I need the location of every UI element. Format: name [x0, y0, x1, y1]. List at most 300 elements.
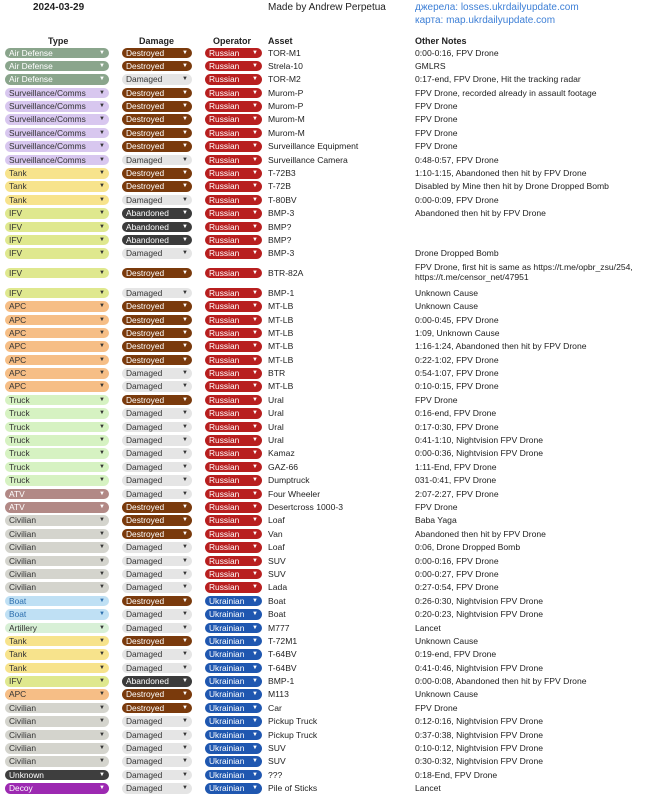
damage-dropdown[interactable] — [122, 61, 192, 72]
operator-dropdown[interactable] — [205, 128, 262, 139]
notes-cell[interactable]: FPV Drone — [415, 127, 458, 138]
notes-cell[interactable]: 0:48-0:57, FPV Drone — [415, 154, 499, 165]
notes-cell[interactable]: 0:26-0:30, Nightvision FPV Drone — [415, 595, 544, 606]
operator-dropdown[interactable] — [205, 515, 262, 526]
notes-cell[interactable]: 0:54-1:07, FPV Drone — [415, 368, 499, 379]
asset-cell[interactable]: Murom-P — [268, 101, 304, 112]
chevron-down-icon: ▼ — [252, 49, 258, 56]
notes-cell[interactable]: 0:00-0:45, FPV Drone — [415, 314, 499, 325]
asset-cell[interactable]: SUV — [268, 743, 286, 754]
type-dropdown[interactable] — [5, 181, 109, 192]
damage-dropdown[interactable] — [122, 623, 192, 634]
type-dropdown[interactable] — [5, 341, 109, 352]
damage-dropdown[interactable] — [122, 195, 192, 206]
damage-dropdown[interactable] — [122, 114, 192, 125]
notes-cell[interactable]: 0:00-0:36, Nightvision FPV Drone — [415, 448, 544, 459]
asset-cell[interactable]: Car — [268, 702, 282, 713]
type-dropdown[interactable] — [5, 663, 109, 674]
type-dropdown[interactable] — [5, 368, 109, 379]
operator-dropdown[interactable] — [205, 582, 262, 593]
chevron-down-icon: ▼ — [252, 103, 258, 110]
damage-dropdown[interactable] — [122, 301, 192, 312]
damage-dropdown[interactable] — [122, 368, 192, 379]
type-dropdown[interactable] — [5, 569, 109, 580]
operator-dropdown[interactable] — [205, 435, 262, 446]
asset-cell[interactable]: BMP-3 — [268, 208, 295, 219]
asset-cell[interactable]: Surveillance Camera — [268, 154, 348, 165]
notes-cell[interactable]: FPV Drone, first hit is same as https://t.me/opbr_zsu/254, https://t.me/censor_net/47951 — [415, 261, 633, 283]
operator-dropdown[interactable] — [205, 623, 262, 634]
operator-dropdown[interactable] — [205, 489, 262, 500]
asset-cell[interactable]: M777 — [268, 622, 290, 633]
column-header-type[interactable]: Type — [48, 36, 69, 46]
notes-cell[interactable]: 0:18-End, FPV Drone — [415, 769, 498, 780]
damage-dropdown[interactable] — [122, 515, 192, 526]
asset-cell[interactable]: MT-LB — [268, 327, 294, 338]
operator-dropdown[interactable] — [205, 288, 262, 299]
damage-dropdown[interactable] — [122, 288, 192, 299]
type-dropdown[interactable] — [5, 542, 109, 553]
type-dropdown[interactable] — [5, 623, 109, 634]
notes-cell[interactable]: 0:12-0:16, Nightvision FPV Drone — [415, 716, 544, 727]
asset-cell[interactable]: Kamaz — [268, 448, 295, 459]
operator-dropdown[interactable] — [205, 422, 262, 433]
type-dropdown[interactable] — [5, 195, 109, 206]
damage-dropdown[interactable] — [122, 609, 192, 620]
operator-dropdown[interactable] — [205, 368, 262, 379]
operator-dropdown-label: Russian — [209, 542, 240, 553]
operator-dropdown[interactable] — [205, 235, 262, 246]
chevron-down-icon: ▼ — [252, 303, 258, 310]
operator-dropdown[interactable] — [205, 609, 262, 620]
operator-dropdown[interactable] — [205, 315, 262, 326]
type-dropdown[interactable] — [5, 489, 109, 500]
operator-dropdown[interactable] — [205, 341, 262, 352]
asset-cell[interactable]: T-80BV — [268, 194, 297, 205]
notes-cell[interactable]: 0:17-end, FPV Drone, Hit the tracking radar — [415, 74, 581, 85]
damage-dropdown[interactable] — [122, 395, 192, 406]
asset-cell[interactable]: Pile of Sticks — [268, 783, 318, 794]
operator-dropdown[interactable] — [205, 141, 262, 152]
type-dropdown[interactable] — [5, 301, 109, 312]
column-header-operator[interactable]: Operator — [213, 36, 252, 46]
asset-cell[interactable]: BMP-1 — [268, 676, 295, 687]
notes-cell[interactable]: 0:41-1:10, Nightvision FPV Drone — [415, 435, 544, 446]
operator-dropdown[interactable] — [205, 408, 262, 419]
damage-dropdown[interactable] — [122, 408, 192, 419]
asset-cell[interactable]: Surveillance Equipment — [268, 141, 359, 152]
type-dropdown[interactable] — [5, 582, 109, 593]
damage-dropdown[interactable] — [122, 128, 192, 139]
asset-cell[interactable]: BMP? — [268, 234, 292, 245]
damage-dropdown[interactable] — [122, 743, 192, 754]
operator-dropdown[interactable] — [205, 529, 262, 540]
asset-cell[interactable]: TOR-M1 — [268, 47, 301, 58]
asset-cell[interactable]: M113 — [268, 689, 289, 700]
type-dropdown[interactable] — [5, 435, 109, 446]
damage-dropdown[interactable] — [122, 155, 192, 166]
damage-dropdown[interactable] — [122, 689, 192, 700]
notes-cell[interactable]: Drone Dropped Bomb — [415, 248, 499, 259]
damage-dropdown[interactable] — [122, 141, 192, 152]
operator-dropdown[interactable] — [205, 395, 262, 406]
notes-cell[interactable]: 0:16-end, FPV Drone — [415, 408, 497, 419]
asset-cell[interactable]: T-64BV — [268, 662, 297, 673]
chevron-down-icon: ▼ — [182, 170, 188, 177]
notes-cell[interactable]: Disabled by Mine then hit by Drone Dropped Bomb — [415, 181, 609, 192]
operator-dropdown[interactable] — [205, 569, 262, 580]
damage-dropdown-label: Damaged — [126, 381, 163, 392]
damage-dropdown[interactable] — [122, 502, 192, 513]
damage-dropdown[interactable] — [122, 556, 192, 567]
type-dropdown[interactable] — [5, 315, 109, 326]
asset-cell[interactable]: Murom-M — [268, 114, 305, 125]
damage-dropdown[interactable] — [122, 730, 192, 741]
operator-dropdown-label: Ukrainian — [209, 716, 245, 727]
column-header-damage[interactable]: Damage — [139, 36, 175, 46]
damage-dropdown[interactable] — [122, 716, 192, 727]
operator-dropdown[interactable] — [205, 542, 262, 553]
asset-cell[interactable]: SUV — [268, 568, 286, 579]
type-dropdown[interactable] — [5, 783, 109, 794]
operator-dropdown[interactable] — [205, 703, 262, 714]
notes-cell[interactable]: FPV Drone — [415, 502, 458, 512]
operator-dropdown[interactable] — [205, 448, 262, 459]
notes-cell[interactable]: 0:27-0:54, FPV Drone — [415, 582, 499, 593]
notes-cell[interactable]: 0:10-0:12, Nightvision FPV Drone — [415, 743, 544, 754]
damage-dropdown[interactable] — [122, 676, 192, 687]
type-dropdown[interactable] — [5, 128, 109, 139]
notes-cell[interactable]: 0:19-end, FPV Drone — [415, 649, 497, 660]
operator-dropdown[interactable] — [205, 743, 262, 754]
operator-dropdown[interactable] — [205, 168, 262, 179]
notes-cell[interactable]: 0:00-0:16, FPV Drone — [415, 555, 499, 566]
asset-cell[interactable]: BTR-82A — [268, 267, 304, 278]
asset-cell[interactable]: BMP-3 — [268, 248, 295, 259]
operator-dropdown[interactable] — [205, 301, 262, 312]
type-dropdown[interactable] — [5, 515, 109, 526]
asset-cell[interactable]: Ural — [268, 408, 284, 419]
damage-dropdown[interactable] — [122, 435, 192, 446]
type-dropdown[interactable] — [5, 556, 109, 567]
damage-dropdown[interactable] — [122, 235, 192, 246]
type-dropdown[interactable] — [5, 168, 109, 179]
notes-cell[interactable]: Unknown Cause — [415, 689, 479, 700]
operator-dropdown[interactable] — [205, 74, 262, 85]
damage-dropdown[interactable] — [122, 462, 192, 473]
notes-cell[interactable]: FPV Drone — [415, 114, 458, 125]
notes-cell[interactable]: 0:06, Drone Dropped Bomb — [415, 542, 521, 553]
asset-cell[interactable]: Strela-10 — [268, 60, 303, 71]
damage-dropdown[interactable] — [122, 181, 192, 192]
asset-cell[interactable]: MT-LB — [268, 314, 294, 325]
notes-cell[interactable]: 0:20-0:23, Nightvision FPV Drone — [415, 609, 544, 620]
type-dropdown[interactable] — [5, 743, 109, 754]
damage-dropdown[interactable] — [122, 328, 192, 339]
damage-dropdown[interactable] — [122, 596, 192, 607]
type-dropdown[interactable] — [5, 462, 109, 473]
asset-cell[interactable]: Pickup Truck — [268, 729, 318, 740]
operator-dropdown[interactable] — [205, 48, 262, 59]
damage-dropdown[interactable] — [122, 222, 192, 233]
damage-dropdown[interactable] — [122, 101, 192, 112]
damage-dropdown[interactable] — [122, 569, 192, 580]
type-dropdown[interactable] — [5, 268, 109, 279]
operator-dropdown[interactable] — [205, 88, 262, 99]
asset-cell[interactable]: Boat — [268, 595, 286, 606]
notes-cell[interactable]: 0:00-0:16, FPV Drone — [415, 47, 499, 58]
asset-cell[interactable]: Pickup Truck — [268, 716, 318, 727]
chevron-down-icon: ▼ — [252, 250, 258, 257]
notes-cell[interactable]: Unknown Cause — [415, 301, 479, 312]
damage-dropdown[interactable] — [122, 529, 192, 540]
asset-cell[interactable]: MT-LB — [268, 381, 294, 392]
type-dropdown[interactable] — [5, 155, 109, 166]
damage-dropdown[interactable] — [122, 208, 192, 219]
type-dropdown[interactable] — [5, 703, 109, 714]
asset-cell[interactable]: Ural — [268, 435, 284, 446]
notes-cell[interactable]: FPV Drone — [415, 141, 458, 152]
type-dropdown[interactable] — [5, 328, 109, 339]
asset-cell[interactable]: Murom-P — [268, 87, 304, 98]
asset-cell[interactable]: Murom-M — [268, 127, 305, 138]
notes-cell[interactable]: 0:00-0:08, Abandoned then hit by FPV Drone — [415, 676, 587, 687]
asset-cell[interactable]: BMP-1 — [268, 287, 295, 298]
operator-dropdown[interactable] — [205, 676, 262, 687]
asset-cell[interactable]: TOR-M2 — [268, 74, 301, 85]
operator-dropdown[interactable] — [205, 61, 262, 72]
notes-cell[interactable]: Unknown Cause — [415, 635, 479, 646]
type-dropdown[interactable] — [5, 222, 109, 233]
damage-dropdown[interactable] — [122, 268, 192, 279]
chevron-down-icon: ▼ — [182, 450, 188, 457]
type-dropdown[interactable] — [5, 61, 109, 72]
operator-dropdown[interactable] — [205, 248, 262, 259]
notes-cell[interactable]: 0:22-1:02, FPV Drone — [415, 354, 499, 365]
asset-cell[interactable]: Boat — [268, 609, 286, 620]
damage-dropdown[interactable] — [122, 248, 192, 259]
notes-cell[interactable]: 1:11-End, FPV Drone — [415, 461, 497, 472]
asset-cell[interactable]: T-64BV — [268, 649, 297, 660]
notes-cell[interactable]: 0:30-0:32, Nightvision FPV Drone — [415, 756, 544, 767]
notes-cell[interactable]: FPV Drone — [415, 702, 458, 713]
type-dropdown[interactable] — [5, 48, 109, 59]
operator-dropdown[interactable] — [205, 783, 262, 794]
notes-cell[interactable]: Abandoned then hit by FPV Drone — [415, 528, 546, 539]
asset-cell[interactable]: MT-LB — [268, 301, 294, 312]
damage-dropdown[interactable] — [122, 381, 192, 392]
asset-cell[interactable]: SUV — [268, 756, 286, 767]
asset-cell[interactable]: BTR — [268, 368, 286, 379]
damage-dropdown[interactable] — [122, 489, 192, 500]
damage-dropdown[interactable] — [122, 770, 192, 781]
type-dropdown[interactable] — [5, 208, 109, 219]
asset-cell[interactable]: Van — [268, 528, 283, 539]
operator-dropdown[interactable] — [205, 596, 262, 607]
type-dropdown[interactable] — [5, 475, 109, 486]
operator-dropdown[interactable] — [205, 208, 262, 219]
chevron-down-icon: ▼ — [182, 570, 188, 577]
type-dropdown[interactable] — [5, 689, 109, 700]
type-dropdown[interactable] — [5, 596, 109, 607]
notes-cell[interactable]: 2:07-2:27, FPV Drone — [415, 488, 499, 499]
type-dropdown[interactable] — [5, 235, 109, 246]
operator-dropdown[interactable] — [205, 663, 262, 674]
notes-cell[interactable]: 031-0:41, FPV Drone — [415, 475, 497, 486]
type-dropdown[interactable] — [5, 636, 109, 647]
type-dropdown[interactable] — [5, 408, 109, 419]
damage-dropdown[interactable] — [122, 168, 192, 179]
operator-dropdown[interactable] — [205, 268, 262, 279]
asset-cell[interactable]: T-72B3 — [268, 168, 296, 179]
type-dropdown[interactable] — [5, 381, 109, 392]
chevron-down-icon: ▼ — [99, 691, 105, 698]
operator-dropdown[interactable] — [205, 181, 262, 192]
damage-dropdown[interactable] — [122, 48, 192, 59]
damage-dropdown[interactable] — [122, 448, 192, 459]
damage-dropdown[interactable] — [122, 649, 192, 660]
operator-dropdown[interactable] — [205, 756, 262, 767]
operator-dropdown[interactable] — [205, 716, 262, 727]
asset-cell[interactable]: Four Wheeler — [268, 488, 321, 499]
damage-dropdown[interactable] — [122, 582, 192, 593]
asset-cell[interactable]: ??? — [268, 769, 283, 780]
notes-cell[interactable]: GMLRS — [415, 60, 446, 71]
type-dropdown[interactable] — [5, 422, 109, 433]
operator-dropdown[interactable] — [205, 502, 262, 513]
table-row — [0, 554, 648, 567]
damage-dropdown[interactable] — [122, 341, 192, 352]
damage-dropdown[interactable] — [122, 422, 192, 433]
notes-cell[interactable]: 0:00-0:09, FPV Drone — [415, 194, 499, 205]
map-link[interactable]: карта: map.ukrdailyupdate.com — [415, 15, 556, 26]
asset-cell[interactable]: T-72B — [268, 181, 291, 192]
damage-dropdown[interactable] — [122, 88, 192, 99]
operator-dropdown[interactable] — [205, 114, 262, 125]
type-dropdown[interactable] — [5, 88, 109, 99]
operator-dropdown[interactable] — [205, 101, 262, 112]
notes-cell[interactable]: Unknown Cause — [415, 287, 479, 298]
damage-dropdown-label: Destroyed — [126, 341, 165, 352]
notes-cell[interactable]: 0:00-0:27, FPV Drone — [415, 568, 499, 579]
type-dropdown[interactable] — [5, 248, 109, 259]
asset-cell[interactable]: GAZ-66 — [268, 461, 299, 472]
type-dropdown[interactable] — [5, 716, 109, 727]
notes-cell[interactable]: 1:16-1:24, Abandoned then hit by FPV Drone — [415, 341, 587, 352]
notes-cell[interactable]: FPV Drone, recorded already in assault footage — [415, 87, 597, 98]
type-dropdown[interactable] — [5, 756, 109, 767]
operator-dropdown[interactable] — [205, 636, 262, 647]
type-dropdown[interactable] — [5, 101, 109, 112]
asset-cell[interactable]: Ural — [268, 421, 284, 432]
type-dropdown[interactable] — [5, 770, 109, 781]
notes-cell[interactable]: Baba Yaga — [415, 515, 457, 526]
damage-dropdown[interactable] — [122, 475, 192, 486]
type-dropdown[interactable] — [5, 649, 109, 660]
operator-dropdown[interactable] — [205, 222, 262, 233]
type-dropdown[interactable] — [5, 141, 109, 152]
damage-dropdown[interactable] — [122, 315, 192, 326]
chevron-down-icon: ▼ — [182, 116, 188, 123]
damage-dropdown[interactable] — [122, 542, 192, 553]
type-dropdown[interactable] — [5, 114, 109, 125]
asset-cell[interactable]: Loaf — [268, 542, 285, 553]
asset-cell[interactable]: T-72M1 — [268, 635, 298, 646]
chevron-down-icon: ▼ — [252, 396, 258, 403]
type-dropdown[interactable] — [5, 355, 109, 366]
asset-cell[interactable]: Lada — [268, 582, 288, 593]
operator-dropdown[interactable] — [205, 475, 262, 486]
asset-cell[interactable]: Desertcross 1000-3 — [268, 502, 343, 512]
operator-dropdown[interactable] — [205, 462, 262, 473]
type-dropdown[interactable] — [5, 502, 109, 513]
damage-dropdown[interactable] — [122, 783, 192, 794]
asset-cell[interactable]: BMP? — [268, 221, 292, 232]
damage-dropdown[interactable] — [122, 756, 192, 767]
operator-dropdown[interactable] — [205, 649, 262, 660]
column-header-notes[interactable]: Other Notes — [415, 36, 467, 46]
chevron-down-icon: ▼ — [182, 89, 188, 96]
table-row — [0, 621, 648, 634]
notes-cell[interactable]: Lancet — [415, 622, 441, 633]
operator-dropdown[interactable] — [205, 355, 262, 366]
notes-cell[interactable]: 0:17-0:30, FPV Drone — [415, 421, 499, 432]
asset-cell[interactable]: Ural — [268, 394, 284, 405]
notes-cell[interactable]: Abandoned then hit by FPV Drone — [415, 208, 546, 219]
notes-cell[interactable]: Lancet — [415, 783, 441, 794]
damage-dropdown[interactable] — [122, 636, 192, 647]
damage-dropdown[interactable] — [122, 355, 192, 366]
notes-cell[interactable]: FPV Drone — [415, 394, 458, 405]
type-dropdown[interactable] — [5, 288, 109, 299]
operator-dropdown[interactable] — [205, 155, 262, 166]
operator-dropdown[interactable] — [205, 195, 262, 206]
asset-cell[interactable]: SUV — [268, 555, 286, 566]
operator-dropdown[interactable] — [205, 381, 262, 392]
type-dropdown[interactable] — [5, 609, 109, 620]
damage-dropdown-label: Destroyed — [126, 47, 165, 58]
operator-dropdown[interactable] — [205, 770, 262, 781]
operator-dropdown-label: Russian — [209, 408, 240, 419]
asset-cell[interactable]: MT-LB — [268, 341, 294, 352]
damage-dropdown[interactable] — [122, 663, 192, 674]
operator-dropdown[interactable] — [205, 328, 262, 339]
operator-dropdown[interactable] — [205, 730, 262, 741]
asset-cell[interactable]: Loaf — [268, 515, 285, 526]
type-dropdown[interactable] — [5, 395, 109, 406]
damage-dropdown[interactable] — [122, 703, 192, 714]
notes-cell[interactable]: 0:37-0:38, Nightvision FPV Drone — [415, 729, 544, 740]
sources-link[interactable]: джерела: losses.ukrdailyupdate.com — [415, 2, 579, 13]
notes-cell[interactable]: FPV Drone — [415, 101, 458, 112]
notes-cell[interactable]: 0:10-0:15, FPV Drone — [415, 381, 499, 392]
type-dropdown[interactable] — [5, 448, 109, 459]
damage-dropdown[interactable] — [122, 74, 192, 85]
type-dropdown[interactable] — [5, 730, 109, 741]
notes-cell[interactable]: 1:10-1:15, Abandoned then hit by FPV Drone — [415, 168, 587, 179]
type-dropdown[interactable] — [5, 529, 109, 540]
operator-dropdown[interactable] — [205, 556, 262, 567]
notes-cell[interactable]: 0:41-0:46, Nightvision FPV Drone — [415, 662, 544, 673]
type-dropdown[interactable] — [5, 74, 109, 85]
asset-cell[interactable]: Dumptruck — [268, 475, 310, 486]
notes-cell[interactable]: 1:09, Unknown Cause — [415, 327, 500, 338]
asset-cell[interactable]: MT-LB — [268, 354, 294, 365]
type-dropdown[interactable] — [5, 676, 109, 687]
column-header-asset[interactable]: Asset — [268, 36, 293, 46]
damage-dropdown-label: Damaged — [126, 568, 163, 579]
operator-dropdown[interactable] — [205, 689, 262, 700]
